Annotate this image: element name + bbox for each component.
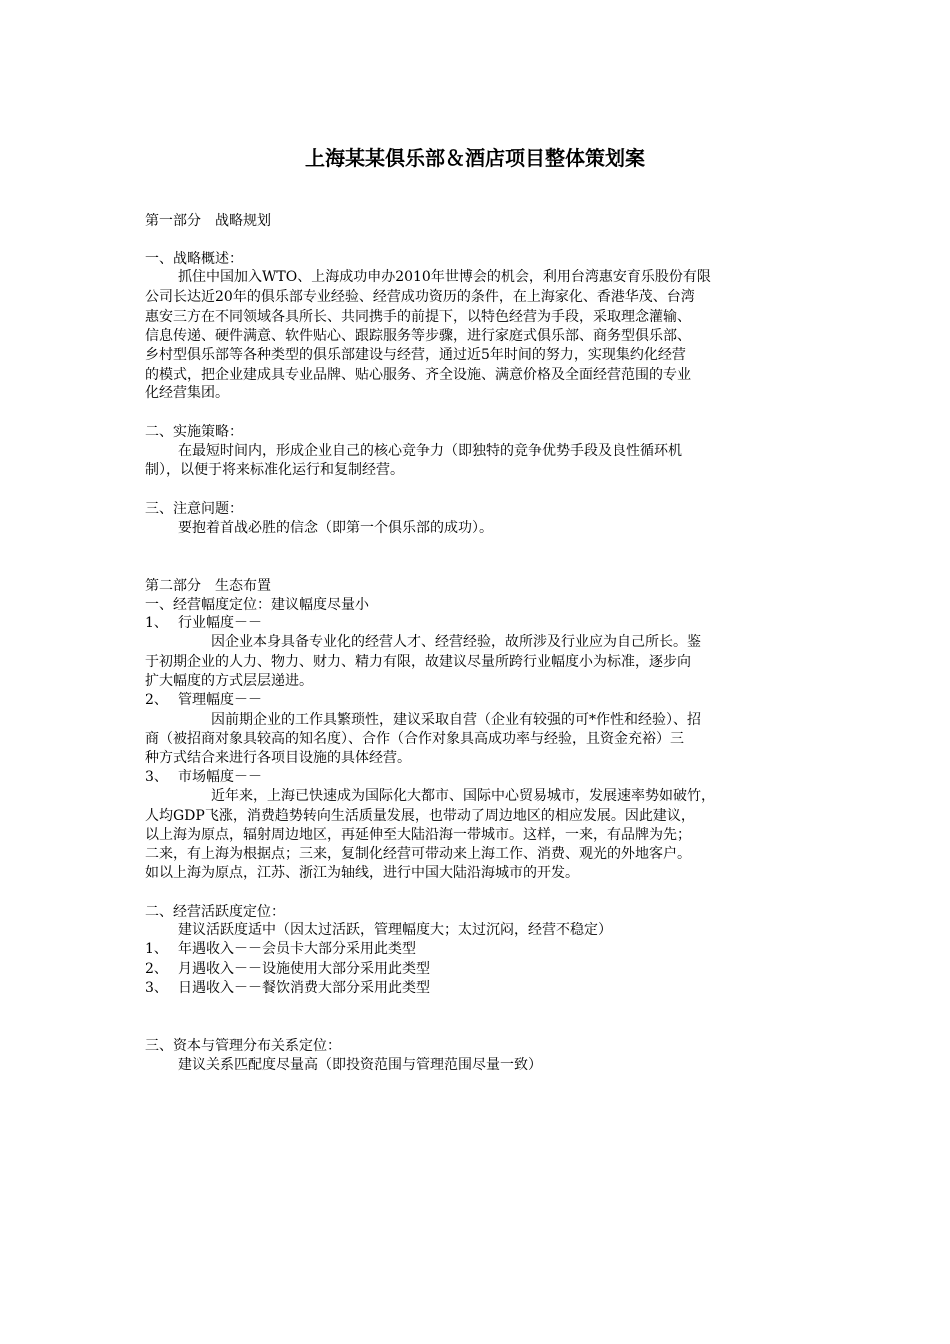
part1-s2-heading: 二、实施策略： [145, 424, 243, 440]
item-number: 2、 [145, 692, 168, 708]
item-number: 1、 [145, 615, 168, 631]
paragraph-line: 的模式，把企业建成具专业品牌、贴心服务、齐全设施、满意价格及全面经营范围的专业 [145, 367, 691, 383]
paragraph-line: 制），以便于将来标准化运行和复制经营。 [145, 462, 404, 478]
paragraph-line: 人均GDP飞涨，消费趋势转向生活质量发展，也带动了周边地区的相应发展。因此建议， [145, 808, 695, 824]
paragraph-line: 信息传递、硬件满意、软件贴心、跟踪服务等步骤，进行家庭式俱乐部、商务型俱乐部、 [145, 328, 691, 344]
paragraph-line: 要抱着首战必胜的信念（即第一个俱乐部的成功）。 [178, 520, 493, 536]
item-text: 年遇收入－－会员卡大部分采用此类型 [178, 941, 416, 957]
item-label: 市场幅度－－ [178, 769, 262, 785]
paragraph-line: 公司长达近20年的俱乐部专业经验、经营成功资历的条件，在上海家化、香港华茂、台湾 [145, 289, 695, 305]
item-number: 2、 [145, 961, 168, 977]
numbered-item [145, 691, 262, 709]
paragraph-line: 抓住中国加入WTO、上海成功申办2010年世博会的机会，利用台湾惠安育乐股份有限 [178, 269, 711, 285]
document-title: 上海某某俱乐部＆酒店项目整体策划案 [305, 146, 645, 170]
paragraph-line: 惠安三方在不同领域各具所长、共同携手的前提下，以特色经营为手段，采取理念灌输、 [145, 309, 691, 325]
paragraph-line: 近年来，上海已快速成为国际化大都市、国际中心贸易城市，发展速率势如破竹， [211, 788, 715, 804]
paragraph-line: 如以上海为原点，江苏、浙江为轴线，进行中国大陆沿海城市的开发。 [145, 865, 579, 881]
part1-s3-heading: 三、注意问题： [145, 501, 243, 517]
item-number: 1、 [145, 941, 168, 957]
part2-s2-heading: 二、经营活跃度定位： [145, 904, 285, 920]
paragraph-line: 商（被招商对象具较高的知名度）、合作（合作对象具高成功率与经验，且资金充裕）三 [145, 731, 684, 747]
paragraph-line: 种方式结合来进行各项目设施的具体经营。 [145, 750, 411, 766]
paragraph-line: 扩大幅度的方式层层递进。 [145, 673, 313, 689]
paragraph-line: 建议关系匹配度尽量高（即投资范围与管理范围尽量一致） [178, 1057, 542, 1073]
paragraph-line: 因前期企业的工作具繁琐性，建议采取自营（企业有较强的可*作性和经验）、招 [211, 712, 701, 728]
part2-s3-heading: 三、资本与管理分布关系定位： [145, 1038, 341, 1054]
item-text: 月遇收入－－设施使用大部分采用此类型 [178, 961, 430, 977]
item-label: 管理幅度－－ [178, 692, 262, 708]
paragraph-line: 乡村型俱乐部等各种类型的俱乐部建设与经营，通过近5年时间的努力，实现集约化经营 [145, 347, 686, 363]
paragraph-line: 在最短时间内，形成企业自己的核心竞争力（即独特的竞争优势手段及良性循环机 [178, 443, 682, 459]
part1-heading: 第一部分 战略规划 [145, 213, 271, 229]
item-number: 3、 [145, 980, 168, 996]
part2-heading: 第二部分 生态布置 [145, 578, 271, 594]
paragraph-line: 建议活跃度适中（因太过活跃，管理幅度大；太过沉闷，经营不稳定） [178, 922, 612, 938]
numbered-item [145, 979, 430, 997]
paragraph-line: 以上海为原点，辐射周边地区，再延伸至大陆沿海一带城市。这样，一来，有品牌为先； [145, 827, 691, 843]
paragraph-line: 因企业本身具备专业化的经营人才、经营经验，故所涉及行业应为自己所长。鉴 [211, 634, 701, 650]
paragraph-line: 化经营集团。 [145, 385, 229, 401]
numbered-item [145, 960, 430, 978]
item-text: 日遇收入－－餐饮消费大部分采用此类型 [178, 980, 430, 996]
numbered-item [145, 614, 262, 632]
part2-s1-heading: 一、经营幅度定位：建议幅度尽量小 [145, 597, 369, 613]
numbered-item [145, 940, 416, 958]
paragraph-line: 于初期企业的人力、物力、财力、精力有限，故建议尽量所跨行业幅度小为标准，逐步向 [145, 654, 691, 670]
paragraph-line: 二来，有上海为根据点；三来，复制化经营可带动来上海工作、消费、观光的外地客户。 [145, 846, 691, 862]
item-label: 行业幅度－－ [178, 615, 262, 631]
item-number: 3、 [145, 769, 168, 785]
part1-s1-heading: 一、战略概述： [145, 251, 243, 267]
numbered-item [145, 768, 262, 786]
